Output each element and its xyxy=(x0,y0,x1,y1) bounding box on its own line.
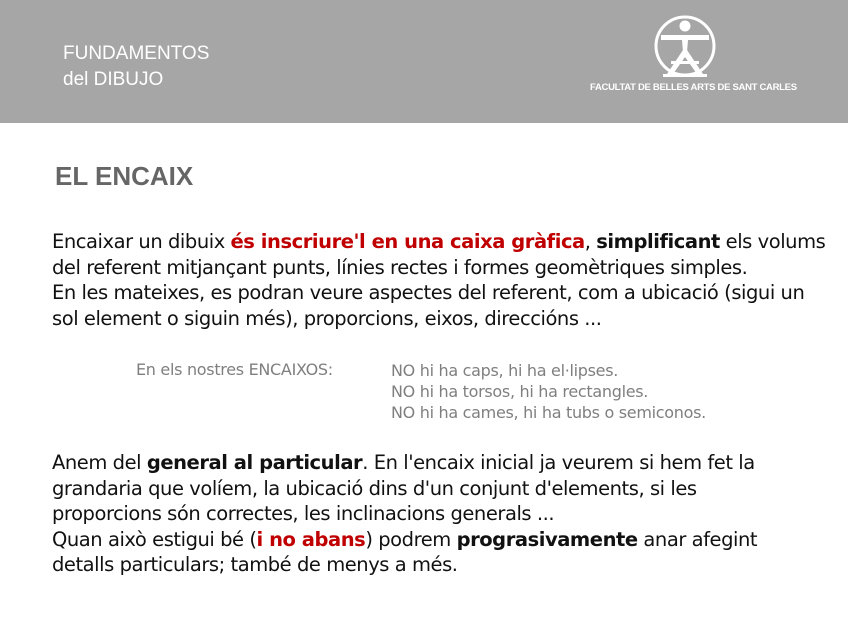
bold-text: simplificant xyxy=(596,230,720,253)
highlight-red-text: és inscriure'l en una caixa gràfica xyxy=(230,230,585,253)
page-title: EL ENCAIX xyxy=(55,161,194,191)
text-run: Anem del xyxy=(52,451,147,474)
text-run: . En l'encaix inicial ja veurem si hem fet la xyxy=(362,451,755,474)
faculty-name: FACULTAT DE BELLES ARTS DE SANT CARLES xyxy=(590,82,797,93)
text-run: Encaixar un dibuix xyxy=(52,230,231,253)
encaixos-item: NO hi ha cames, hi ha tubs o semiconos. xyxy=(391,403,706,422)
encaixos-item: NO hi ha torsos, hi ha rectangles. xyxy=(391,382,649,401)
paragraph-definition xyxy=(52,229,826,331)
paragraph-line: grandaria que volíem, la ubicació dins d'un conjunt d'elements, si les xyxy=(52,476,697,500)
paragraph-line: sol element o siguin més), proporcions, eixos, direccións ... xyxy=(52,306,602,330)
bold-text: prograsivamente xyxy=(456,527,638,551)
text-run: Quan això estigui bé ( xyxy=(52,527,257,551)
paragraph-line: En les mateixes, es podran veure aspectes del referent, com a ubicació (sigui un xyxy=(52,281,805,304)
text-run: anar afegint xyxy=(637,527,758,551)
text-run: ) podrem xyxy=(365,527,457,551)
highlight-red-text: i no abans xyxy=(256,527,366,551)
header-bar xyxy=(0,0,848,123)
paragraph-line xyxy=(52,450,812,476)
encaixos-label: En els nostres ENCAIXOS: xyxy=(136,360,333,379)
faculty-logo xyxy=(590,14,797,104)
paragraph-line: detalls particulars; també de menys a més. xyxy=(52,553,458,576)
course-title-line2: del DIBUJO xyxy=(63,69,164,90)
course-title xyxy=(63,41,209,93)
paragraph-line: proporcions són correctes, les inclinacions generals ... xyxy=(52,502,555,525)
text-run: els volums xyxy=(719,230,826,253)
bold-text: general al particular xyxy=(146,451,363,474)
text-run: , xyxy=(584,230,597,253)
encaixos-list xyxy=(391,360,706,423)
paragraph-line xyxy=(52,527,812,553)
paragraph-general-to-particular xyxy=(52,450,812,578)
course-title-line1: FUNDAMENTOS xyxy=(63,43,210,64)
paragraph-line xyxy=(52,229,826,255)
paragraph-line: del referent mitjançant punts, línies rectes i formes geomètriques simples. xyxy=(52,255,748,279)
encaixos-item: NO hi ha caps, hi ha el·lipses. xyxy=(391,361,619,380)
vitruvian-figure-icon xyxy=(653,14,717,80)
